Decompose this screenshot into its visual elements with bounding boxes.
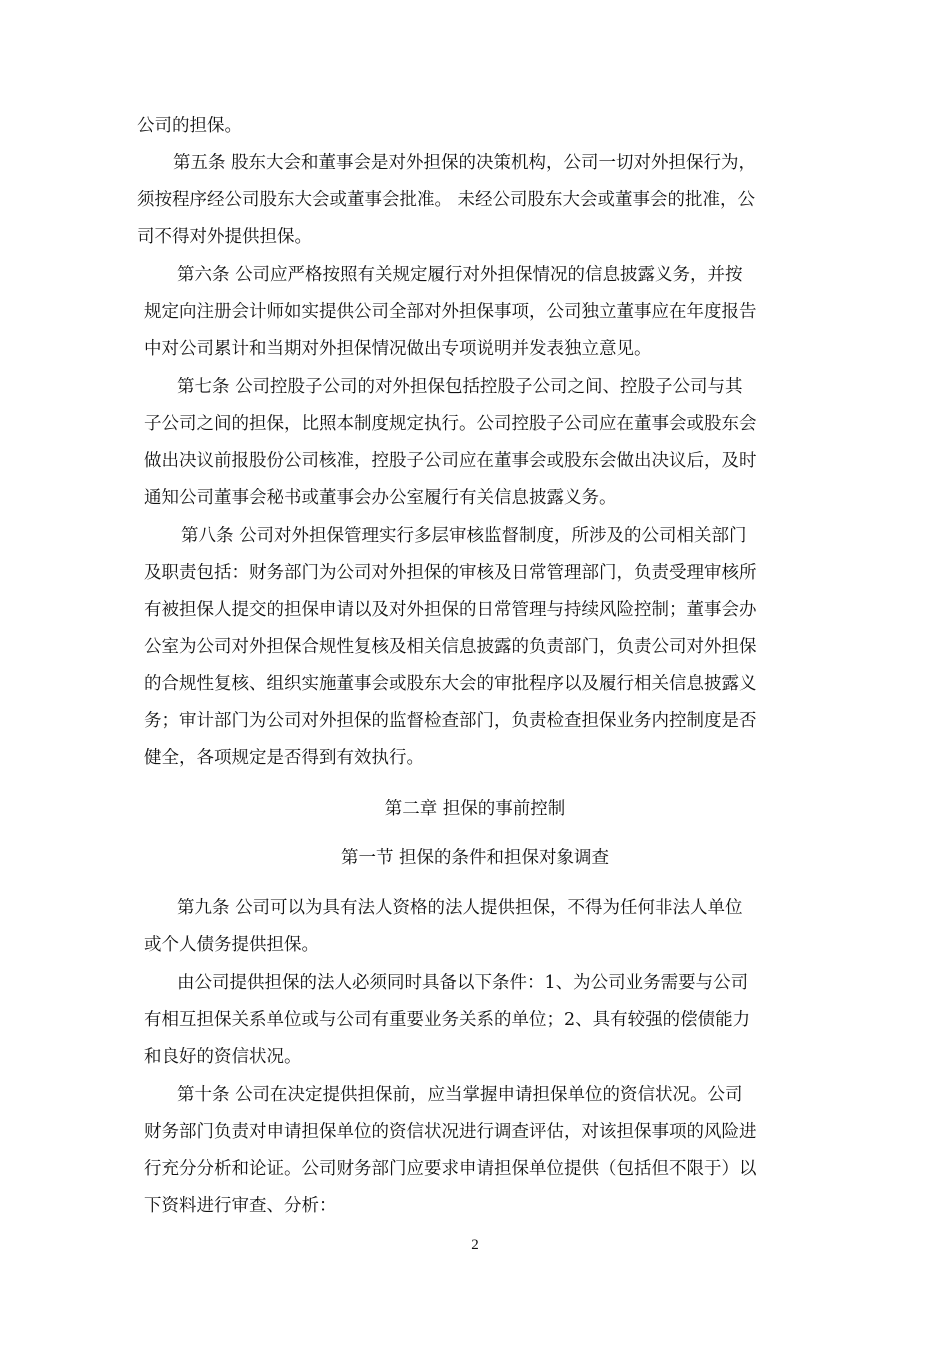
page-number: 2	[471, 1237, 479, 1253]
text-line: 和良好的资信状况。	[144, 1047, 302, 1067]
text-line: 的合规性复核、组织实施董事会或股东大会的审批程序以及履行相关信息披露义	[144, 674, 757, 694]
text-line: 有被担保人提交的担保申请以及对外担保的日常管理与持续风险控制；董事会办	[144, 600, 757, 620]
text-line: 第六条 公司应严格按照有关规定履行对外担保情况的信息披露义务，并按	[177, 265, 743, 285]
section-heading: 第一节 担保的条件和担保对象调查	[340, 848, 610, 868]
text-line: 做出决议前报股份公司核准，控股子公司应在董事会或股东会做出决议后，及时	[144, 451, 757, 471]
text-line: 及职责包括：财务部门为公司对外担保的审核及日常管理部门，负责受理审核所	[144, 563, 757, 583]
text-line: 须按程序经公司股东大会或董事会批准。 未经公司股东大会或董事会的批准，公	[137, 190, 756, 210]
text-line: 规定向注册会计师如实提供公司全部对外担保事项，公司独立董事应在年度报告	[144, 302, 757, 322]
text-line: 公室为公司对外担保合规性复核及相关信息披露的负责部门，负责公司对外担保	[144, 637, 757, 657]
text-line: 第十条 公司在决定提供担保前，应当掌握申请担保单位的资信状况。公司	[177, 1085, 743, 1105]
text-line: 第八条 公司对外担保管理实行多层审核监督制度，所涉及的公司相关部门	[181, 526, 747, 546]
text-line: 第九条 公司可以为具有法人资格的法人提供担保，不得为任何非法人单位	[177, 898, 743, 918]
text-line: 中对公司累计和当期对外担保情况做出专项说明并发表独立意见。	[144, 339, 652, 359]
text-line: 第五条 股东大会和董事会是对外担保的决策机构，公司一切对外担保行为，	[173, 153, 757, 173]
chapter-heading: 第二章 担保的事前控制	[384, 799, 566, 819]
text-line: 有相互担保关系单位或与公司有重要业务关系的单位；2、具有较强的偿债能力	[144, 1010, 751, 1030]
text-line: 公司的担保。	[137, 116, 242, 136]
text-line: 财务部门负责对申请担保单位的资信状况进行调查评估，对该担保事项的风险进	[144, 1122, 757, 1142]
text-line: 或个人债务提供担保。	[144, 935, 319, 955]
text-line: 司不得对外提供担保。	[137, 227, 312, 247]
text-line: 行充分分析和论证。公司财务部门应要求申请担保单位提供（包括但不限于）以	[144, 1159, 757, 1179]
text-line: 第七条 公司控股子公司的对外担保包括控股子公司之间、控股子公司与其	[177, 377, 743, 397]
text-line: 通知公司董事会秘书或董事会办公室履行有关信息披露义务。	[144, 488, 617, 508]
text-line: 由公司提供担保的法人必须同时具备以下条件：1、为公司业务需要与公司	[177, 973, 749, 993]
text-line: 健全，各项规定是否得到有效执行。	[144, 748, 424, 768]
text-line: 子公司之间的担保，比照本制度规定执行。公司控股子公司应在董事会或股东会	[144, 414, 757, 434]
text-line: 务；审计部门为公司对外担保的监督检查部门，负责检查担保业务内控制度是否	[144, 711, 757, 731]
text-line: 下资料进行审查、分析：	[144, 1196, 337, 1216]
